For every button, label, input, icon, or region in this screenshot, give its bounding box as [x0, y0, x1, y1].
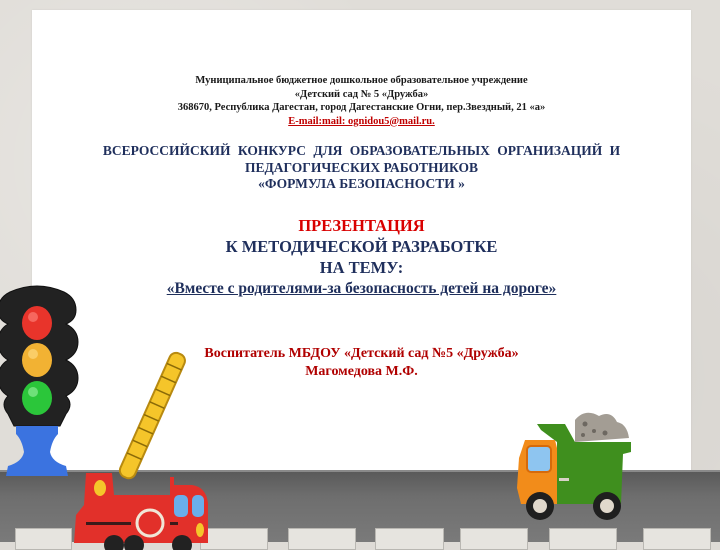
- dump-truck-icon: [505, 408, 635, 520]
- crosswalk-stripe: [460, 528, 528, 550]
- contest-line-1: ВСЕРОССИЙСКИЙ КОНКУРС ДЛЯ ОБРАЗОВАТЕЛЬНЫХ ОРГАНИЗАЦИЙ И: [102, 143, 621, 158]
- traffic-light-icon: [0, 284, 80, 479]
- institution-name: Муниципальное бюджетное дошкольное образовательное учреждение: [195, 75, 528, 86]
- presentation-heading: ПРЕЗЕНТАЦИЯ: [298, 216, 425, 235]
- crosswalk-stripe: [375, 528, 444, 550]
- crosswalk-stripe: [549, 528, 617, 550]
- crosswalk-stripe: [643, 528, 711, 550]
- crosswalk-stripe: [288, 528, 356, 550]
- contest-line-2: ПЕДАГОГИЧЕСКИХ РАБОТНИКОВ: [244, 159, 479, 175]
- contest-line-3: «ФОРМУЛА БЕЗОПАСНОСТИ »: [258, 176, 465, 191]
- presentation-theme-label: НА ТЕМУ:: [319, 258, 404, 277]
- kindergarten-name: «Детский сад № 5 «Дружба»: [294, 88, 429, 100]
- presentation-topic: «Вместе с родителями-за безопасность детей на дороге»: [166, 280, 557, 297]
- contest-title: [32, 143, 691, 193]
- crosswalk-stripe: [15, 528, 72, 550]
- author-position: Воспитатель МБДОУ «Детский сад №5 «Дружба»: [204, 346, 519, 361]
- presentation-title: [32, 215, 691, 299]
- institution-header: [32, 74, 691, 128]
- author-name: Магомедова М.Ф.: [305, 364, 418, 379]
- email-link[interactable]: E-mail:mail: ognidou5@mail.ru.: [288, 115, 435, 127]
- presentation-subheading: К МЕТОДИЧЕСКОЙ РАЗРАБОТКЕ: [225, 237, 498, 256]
- address: 368670, Республика Дагестан, город Дагестанские Огни, пер.Звездный, 21 «а»: [177, 102, 546, 113]
- fire-truck-icon: [70, 345, 220, 545]
